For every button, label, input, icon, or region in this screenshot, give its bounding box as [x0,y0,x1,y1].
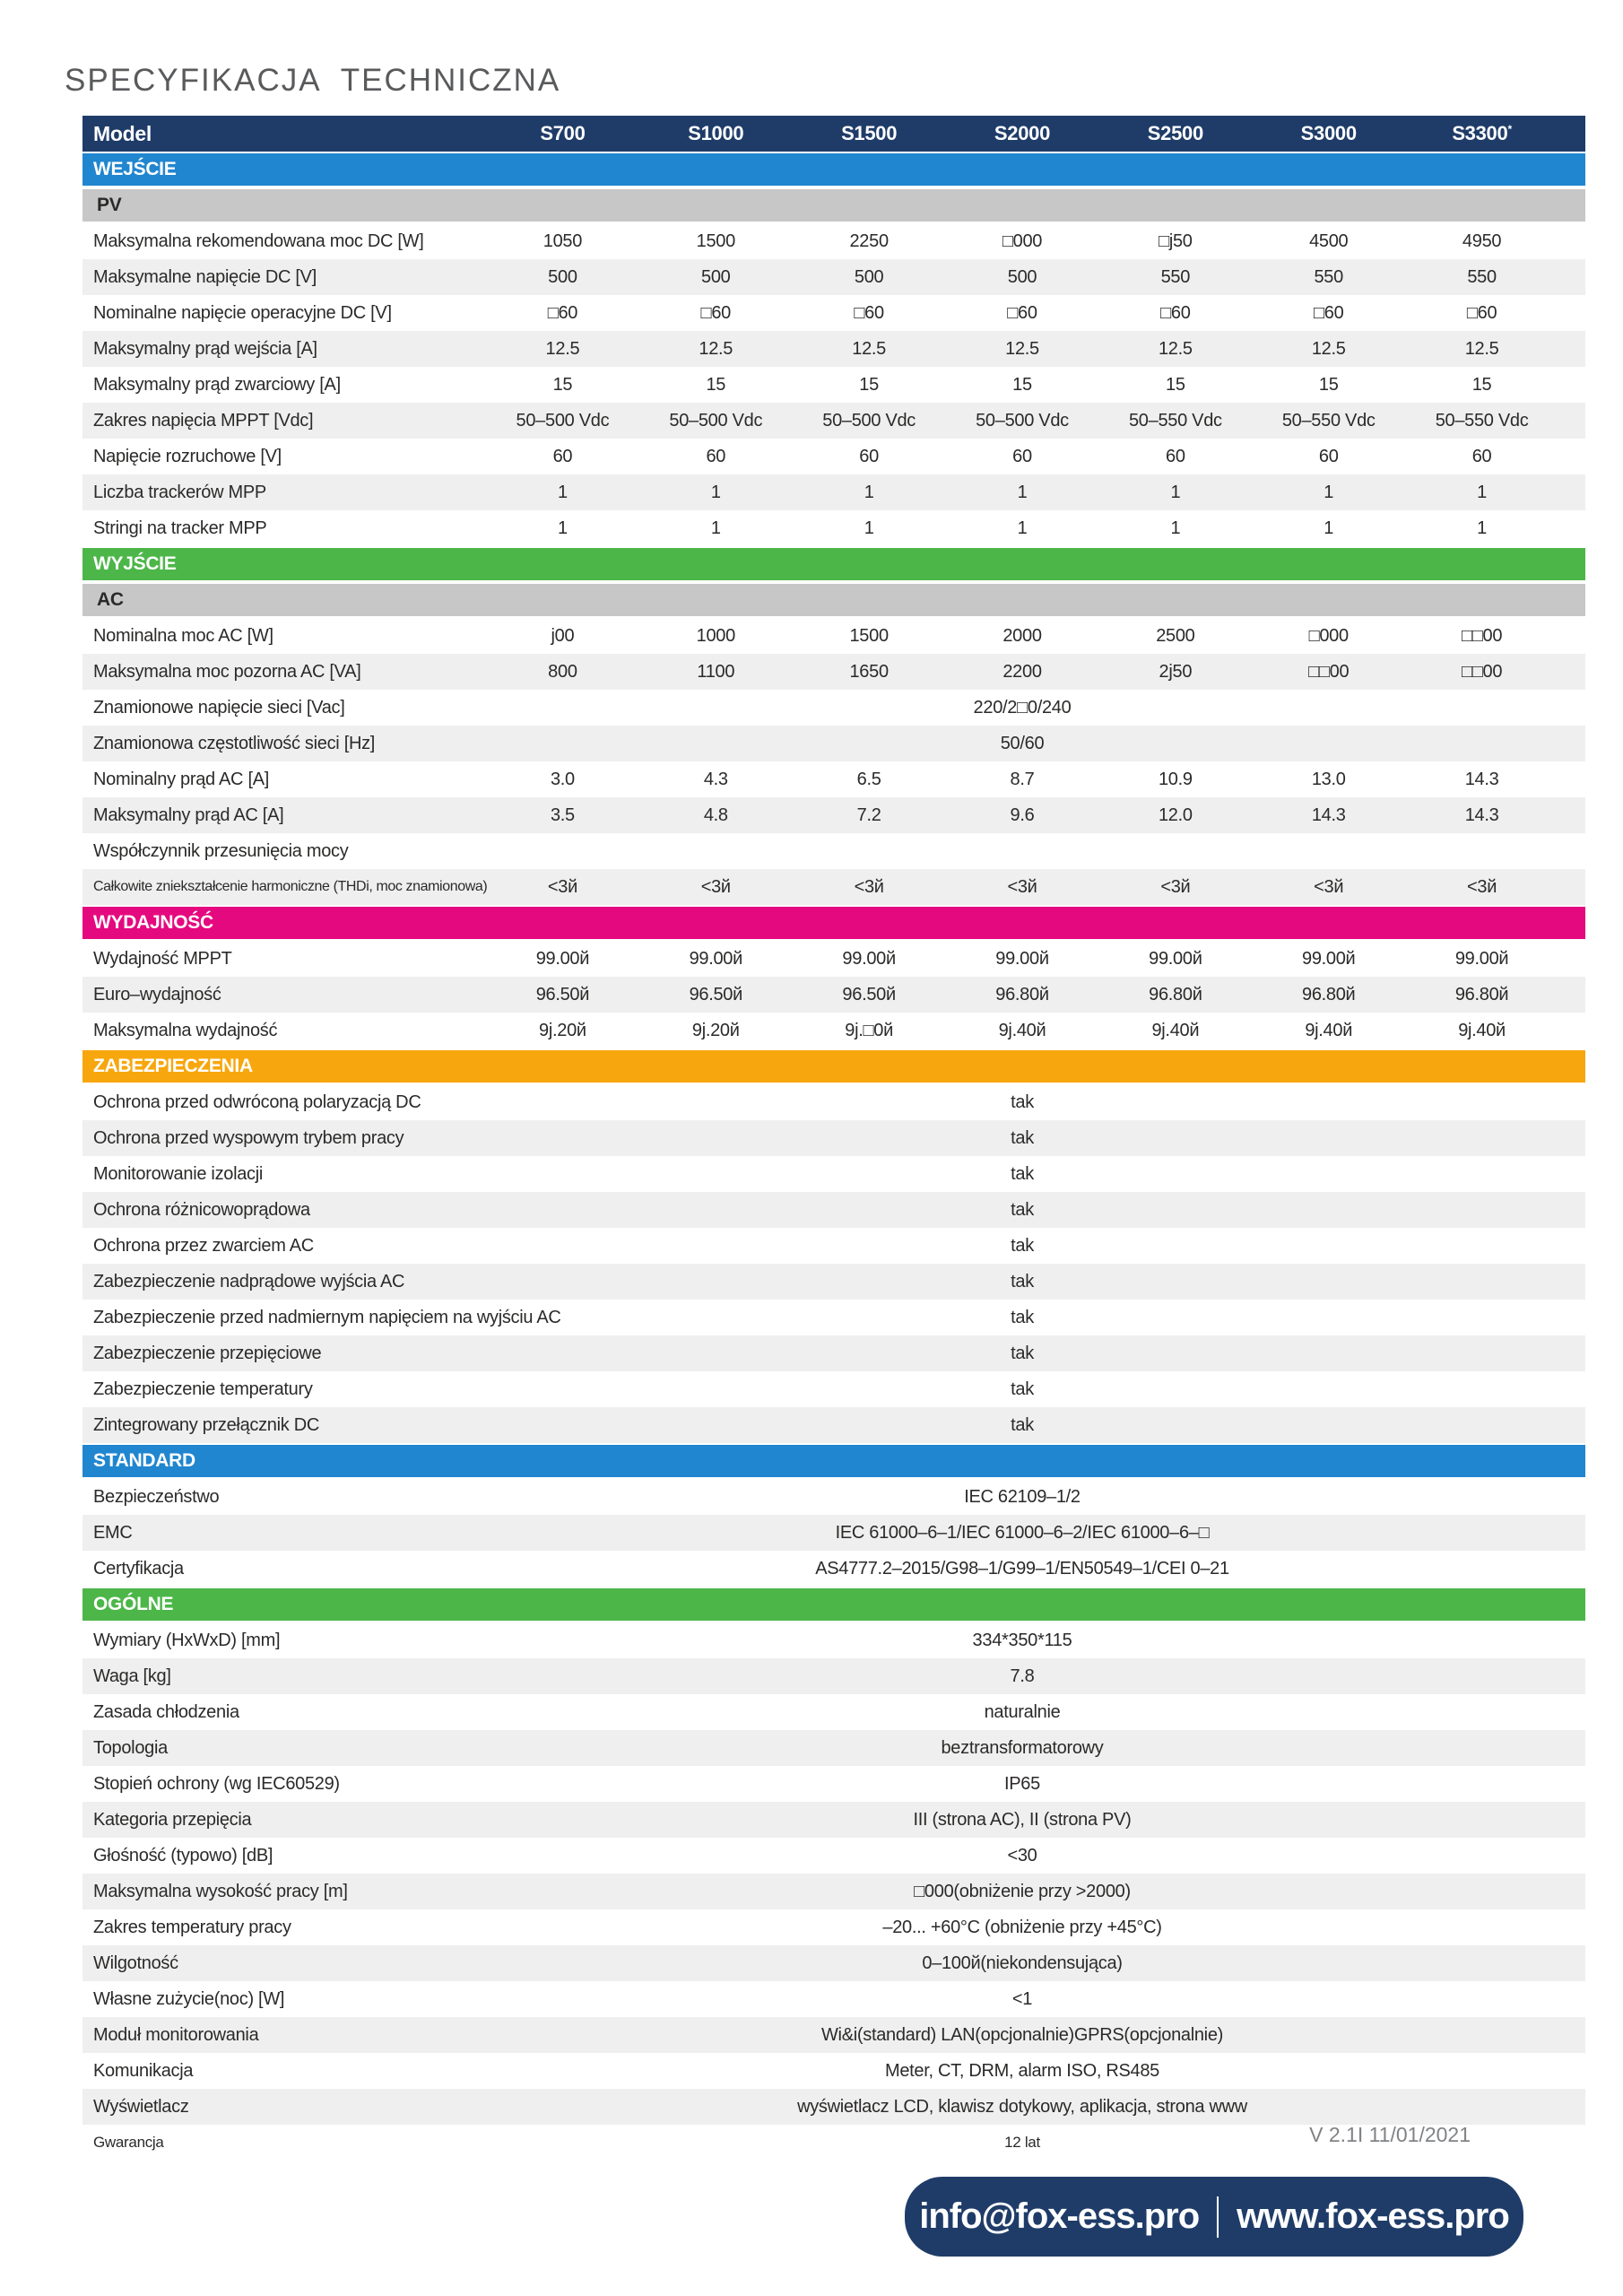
row-label: Zakres temperatury pracy [93,1918,291,1937]
row-value: 9j.40й [998,1021,1046,1040]
row-value: <3й [700,877,731,897]
row-value: 50–500 Vdc [822,411,916,430]
row-label: Maksymalna moc pozorna AC [VA] [93,662,361,682]
row-value: □□00 [1308,662,1350,682]
row-value: 1 [558,483,568,502]
contact-divider-icon [1217,2196,1219,2238]
row-value: 3.0 [550,770,575,789]
row-label: Euro–wydajność [93,985,221,1004]
row-value: 15 [1166,375,1185,395]
row-label: Zasada chłodzenia [93,1702,239,1722]
row-value-merged: IEC 61000–6–1/IEC 61000–6–2/IEC 61000–6–□ [835,1523,1210,1543]
row-value-merged: tak [1011,1308,1034,1327]
spec-row [82,2089,1585,2125]
row-label: Maksymalny prąd wejścia [A] [93,339,317,359]
row-label: Głośność (typowo) [dB] [93,1846,273,1866]
row-value: 1 [1324,518,1334,538]
row-value: 60 [859,447,879,466]
row-label: Ochrona przed wyspowym trybem pracy [93,1128,404,1148]
row-value: 12.5 [699,339,733,359]
row-value: 9j.20й [539,1021,586,1040]
row-value: 14.3 [1464,805,1499,825]
row-value: 500 [701,267,731,287]
spec-row [82,1945,1585,1981]
row-label: Nominalne napięcie operacyjne DC [V] [93,303,392,323]
spec-row [82,474,1585,510]
row-label: Maksymalny prąd AC [A] [93,805,284,825]
row-label: Stopień ochrony (wg IEC60529) [93,1774,340,1794]
section-header: OGÓLNE [82,1587,1585,1622]
row-value-merged: Wi&i(standard) LAN(opcjonalnie)GPRS(opcjonalnie) [820,2025,1224,2045]
row-value-merged: 12 lat [1004,2134,1040,2151]
row-value-merged: <1 [1011,1989,1033,2009]
row-label: Maksymalne napięcie DC [V] [93,267,317,287]
row-value: j00 [551,626,575,646]
row-value: 1500 [849,626,889,646]
row-value: 6.5 [856,770,881,789]
row-label: Bezpieczeństwo [93,1487,220,1507]
version-text: V 2.1I 11/01/2021 [1309,2123,1471,2146]
row-value: 99.00й [535,949,590,969]
row-value: 9.6 [1010,805,1035,825]
row-value: 12.5 [1311,339,1346,359]
row-value: 12.5 [1464,339,1499,359]
spec-row [82,367,1585,403]
row-label: Stringi na tracker MPP [93,518,267,538]
row-label: Maksymalna rekomendowana moc DC [W] [93,231,424,251]
spec-row [82,2053,1585,2089]
model-header-s3000: S3000 [1300,122,1357,144]
row-value: 1 [1477,483,1487,502]
row-value: □60 [1160,303,1191,323]
spec-row [82,1802,1585,1838]
row-value: 96.50й [842,985,896,1004]
row-value: 550 [1467,267,1497,287]
row-value-merged: tak [1011,1164,1034,1184]
row-label: Nominalna moc AC [W] [93,626,273,646]
row-value: 9j.□0й [845,1021,893,1040]
model-header-s1500: S1500 [841,122,898,144]
row-label: Nominalny prąd AC [A] [93,770,270,789]
row-value-merged: tak [1011,1379,1034,1399]
page-title: SPECYFIKACJA TECHNICZNA [65,63,561,98]
row-value: 7.2 [856,805,881,825]
row-value: □60 [547,303,578,323]
subsection-header: AC [82,582,1585,618]
row-value: 1 [1170,483,1181,502]
row-value: 8.7 [1010,770,1035,789]
row-value: 96.80й [1302,985,1356,1004]
row-value: 15 [1471,375,1492,395]
row-value: 60 [1166,447,1185,466]
row-value-merged: 50/60 [1000,734,1045,753]
row-value: 1 [1324,483,1334,502]
spec-row [82,1909,1585,1945]
row-value: □60 [1313,303,1344,323]
spec-row [82,259,1585,295]
row-value: 2500 [1156,626,1195,646]
row-value: 96.80й [1454,985,1509,1004]
row-value: □60 [854,303,884,323]
row-value: 14.3 [1464,770,1499,789]
row-value: 1 [1017,483,1028,502]
spec-row [82,618,1585,654]
row-value: 4500 [1309,231,1349,251]
spec-row [82,1658,1585,1694]
row-value: 12.0 [1158,805,1193,825]
row-label: Gwarancja [93,2134,164,2151]
row-value: 60 [552,447,573,466]
spec-row [82,223,1585,259]
row-value: 9j.20й [691,1021,740,1040]
model-column-header: Model [93,122,152,145]
row-value: 1 [558,518,568,538]
row-label: Ochrona przez zwarciem AC [93,1236,314,1256]
row-value: 99.00й [995,949,1049,969]
row-value: □□00 [1461,662,1503,682]
spec-row [82,2017,1585,2053]
row-value-merged: tak [1011,1415,1034,1435]
row-value-merged: 334*350*115 [972,1631,1072,1650]
row-value: 550 [1160,267,1191,287]
row-value: 60 [1318,447,1339,466]
row-value: 60 [706,447,726,466]
row-value: 1 [1170,518,1181,538]
row-value: 99.00й [842,949,896,969]
row-label: Moduł monitorowania [93,2025,259,2045]
row-value: <3й [1160,877,1191,897]
row-label: Zintegrowany przełącznik DC [93,1415,319,1435]
row-value-merged: tak [1011,1128,1034,1148]
row-value: 12.5 [1158,339,1193,359]
row-value: 9j.40й [1151,1021,1200,1040]
spec-row [82,1264,1585,1300]
spec-row [82,403,1585,439]
row-value: 1 [710,483,721,502]
row-value: 10.9 [1158,770,1193,789]
spec-row [82,1874,1585,1909]
row-value: 50–500 Vdc [669,411,763,430]
row-value: 96.80й [995,985,1049,1004]
row-label: Ochrona przed odwróconą polaryzacją DC [93,1092,421,1112]
spec-row [82,833,1585,869]
model-header-s2000: S2000 [994,122,1051,144]
row-value: □000 [1308,626,1349,646]
spec-row [82,1515,1585,1551]
row-value-merged: tak [1011,1272,1034,1292]
row-value-merged: 7.8 [1010,1666,1035,1686]
spec-row [82,1551,1585,1587]
section-header: WEJŚCIE [82,152,1585,187]
row-value: □60 [1007,303,1037,323]
row-value: 1 [864,483,874,502]
row-label: Zabezpieczenie przepięciowe [93,1344,322,1363]
contact-email: info@fox-ess.pro [919,2196,1200,2236]
row-label: Topologia [93,1738,168,1758]
row-value-merged: AS4777.2–2015/G98–1/G99–1/EN50549–1/CEI 0–21 [815,1559,1229,1578]
row-value: 4.3 [703,770,728,789]
row-value: 1000 [696,626,735,646]
row-value-merged: tak [1011,1092,1034,1112]
row-value: □60 [1466,303,1497,323]
row-value: 1650 [849,662,889,682]
row-value: 500 [548,267,577,287]
row-value: 15 [1012,375,1032,395]
row-label: Współczynnik przesunięcia mocy [93,841,349,861]
row-value-merged: –20... +60°C (obniżenie przy +45°C) [882,1918,1162,1937]
spec-row [82,1228,1585,1264]
row-label: Liczba trackerów MPP [93,483,266,502]
spec-row [82,1371,1585,1407]
row-value: 4950 [1462,231,1502,251]
row-value: 96.50й [535,985,590,1004]
spec-row [82,1084,1585,1120]
spec-row [82,1407,1585,1443]
row-label: Zakres napięcia MPPT [Vdc] [93,411,314,430]
spec-row [82,1766,1585,1802]
row-value-merged: □000(obniżenie przy >2000) [914,1882,1131,1901]
spec-row [82,797,1585,833]
row-value: 96.80й [1149,985,1202,1004]
row-label: Własne zużycie(noc) [W] [93,1989,285,2009]
row-value: 12.5 [852,339,886,359]
row-value-merged: tak [1011,1236,1034,1256]
spec-row [82,331,1585,367]
row-label: Zabezpieczenie nadprądowe wyjścia AC [93,1272,405,1292]
row-value: 9j.40й [1458,1021,1506,1040]
row-label: Maksymalny prąd zwarciowy [A] [93,375,341,395]
contact-website: www.fox-ess.pro [1237,2196,1509,2236]
row-value: □60 [700,303,731,323]
row-value: 800 [548,662,577,682]
spec-row [82,869,1585,905]
row-label: Wymiary (HxWxD) [mm] [93,1631,281,1650]
row-label: Zabezpieczenie przed nadmiernym napięciem na wyjściu AC [93,1308,561,1327]
row-label: Kategoria przepięcia [93,1810,252,1830]
row-value: 12.5 [1005,339,1039,359]
spec-row [82,295,1585,331]
row-value: 2000 [1002,626,1042,646]
spec-row [82,761,1585,797]
section-header: WYDAJNOŚĆ [82,905,1585,941]
spec-row [82,1120,1585,1156]
spec-row [82,1622,1585,1658]
row-label: Zabezpieczenie temperatury [93,1379,313,1399]
subsection-header: PV [82,187,1585,223]
row-value: 60 [1012,447,1032,466]
row-value: 96.50й [689,985,742,1004]
row-value: 1 [1017,518,1028,538]
row-label: Maksymalna wydajność [93,1021,278,1040]
contact-pill [905,2177,1523,2257]
row-label: Komunikacja [93,2061,194,2081]
spec-row [82,510,1585,546]
spec-row [82,977,1585,1013]
row-value: 500 [1007,267,1037,287]
row-value: <3й [1314,877,1344,897]
row-value: 15 [859,375,879,395]
row-label: Wydajność MPPT [93,949,232,969]
spec-row [82,1694,1585,1730]
row-value: 500 [854,267,884,287]
table-header-row [82,116,1585,152]
row-value: <3й [1007,877,1037,897]
spec-row [82,1300,1585,1335]
row-value: <3й [1467,877,1497,897]
section-header: ZABEZPIECZENIA [82,1048,1585,1084]
row-value: 15 [1318,375,1339,395]
row-value-merged: tak [1011,1344,1034,1363]
spec-row [82,1838,1585,1874]
row-value: 2200 [1002,662,1042,682]
spec-row [82,439,1585,474]
row-value: 50–500 Vdc [976,411,1069,430]
row-label: Monitorowanie izolacji [93,1164,264,1184]
row-value: 50–550 Vdc [1281,411,1376,430]
spec-row [82,1156,1585,1192]
row-value-merged: tak [1011,1200,1034,1220]
row-value: 550 [1314,267,1343,287]
row-value: 14.3 [1311,805,1346,825]
row-value: 1500 [696,231,735,251]
row-label: Maksymalna wysokość pracy [m] [93,1882,348,1901]
row-label: Całkowite zniekształcenie harmoniczne (THDi, moc znamionowa) [93,879,488,894]
row-value: 13.0 [1311,770,1346,789]
section-header: WYJŚCIE [82,546,1585,582]
row-value: 1 [864,518,874,538]
row-value: 15 [552,375,573,395]
row-value: 60 [1471,447,1492,466]
row-value-merged: wyświetlacz LCD, klawisz dotykowy, aplikacja, strona www [797,2097,1247,2117]
row-value: 12.5 [545,339,580,359]
row-value: 99.00й [1149,949,1202,969]
model-note-mark: * [1507,123,1512,135]
row-value: 4.8 [703,805,728,825]
row-value: 9j.40й [1305,1021,1353,1040]
spec-row [82,941,1585,977]
row-value-merged: Meter, CT, DRM, alarm ISO, RS485 [884,2061,1160,2081]
row-label: Znamionowe napięcie sieci [Vac] [93,698,345,718]
section-header: STANDARD [82,1443,1585,1479]
row-label: Znamionowa częstotliwość sieci [Hz] [93,734,376,753]
row-label: Wilgotność [93,1953,178,1973]
row-value: 1 [1477,518,1487,538]
row-value: 2250 [849,231,889,251]
row-value: 3.5 [550,805,575,825]
row-label: Ochrona różnicowoprądowa [93,1200,310,1220]
row-value-merged: IEC 62109–1/2 [964,1487,1081,1507]
model-header-s700: S700 [540,122,586,144]
spec-row [82,1479,1585,1515]
model-header-s1000: S1000 [688,122,744,144]
row-label: Napięcie rozruchowe [V] [93,447,282,466]
spec-row [82,1335,1585,1371]
row-value: 99.00й [689,949,742,969]
row-value-merged: III (strona AC), II (strona PV) [913,1810,1132,1830]
row-value-merged: 0–100й(niekondensująca) [922,1953,1123,1973]
row-value: 15 [706,375,726,395]
row-value: 99.00й [1454,949,1509,969]
row-value: 1 [710,518,721,538]
spec-row [82,726,1585,761]
row-value: 1050 [542,231,583,251]
spec-row [82,1730,1585,1766]
row-value: □j50 [1159,231,1193,251]
row-value: 99.00й [1302,949,1356,969]
row-value: 50–550 Vdc [1128,411,1222,430]
row-value: <3й [547,877,577,897]
row-value: 50–550 Vdc [1435,411,1529,430]
row-label: Waga [kg] [93,1666,171,1686]
row-value: □□00 [1461,626,1503,646]
row-value: 2j50 [1159,662,1193,682]
row-label: EMC [93,1523,133,1543]
row-value-merged: naturalnie [984,1702,1061,1722]
spec-table [82,116,1585,2161]
row-value-merged: beztransformatorowy [941,1738,1104,1758]
model-header-s3300: S3300* [1452,122,1512,144]
spec-row [82,1981,1585,2017]
model-header-s2500: S2500 [1147,122,1203,144]
row-value-merged: <30 [1007,1846,1037,1866]
spec-row [82,690,1585,726]
row-label: Certyfikacja [93,1559,184,1578]
row-value: □000 [1002,231,1043,251]
spec-row [82,1013,1585,1048]
row-value-merged: IP65 [1004,1774,1040,1794]
row-value: 1100 [697,662,735,682]
row-value: 50–500 Vdc [516,411,610,430]
row-value-merged: 220/2□0/240 [973,698,1072,718]
row-value: <3й [854,877,884,897]
spec-row [82,1192,1585,1228]
spec-row [82,654,1585,690]
row-label: Wyświetlacz [93,2097,189,2117]
